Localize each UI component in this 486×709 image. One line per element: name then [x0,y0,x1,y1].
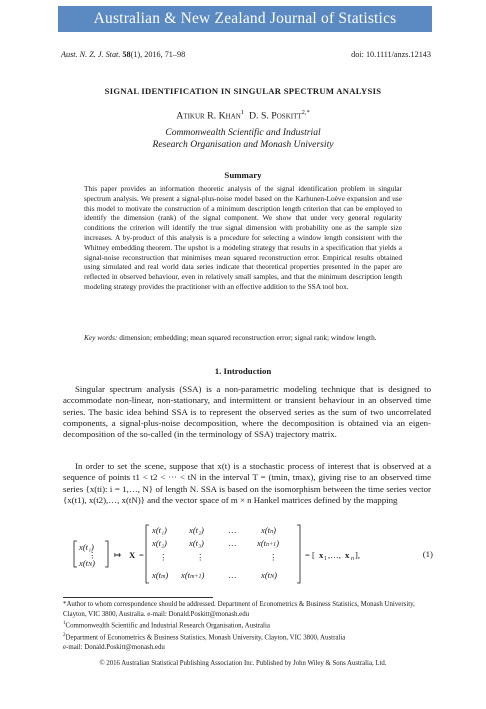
issue-pages: (1), 2016, 71–98 [130,50,186,59]
keywords [84,333,402,343]
svg-text:⋮: ⋮ [269,552,278,562]
svg-text:…: … [228,570,237,580]
journal-abbrev: Aust. N. Z. J. Stat. [61,50,121,59]
affiliation [0,127,486,151]
svg-text:x(tN): x(tN) [79,558,95,568]
summary-text: This paper provides an information theoretic analysis of the signal identification problem in singular spectrum analysis. We present a signal-plus-noise model based on the Karhunen-Loève expansion and use this model to motivate the construction of a minimum description length criterion that can be employed to identify the dimension (rank) of the signal component. We show that under very general regularity conditions the criterion will identify the true signal dimension with probability one as the sample size increases. A by-product of this analysis is a procedure for selecting a window length consistent with the Whitney embedding theorem. The upshot is a modeling strategy that results in a specification that yields a signal-noise reconstruction that minimises mean squared reconstruction error. Empirical results obtained using simulated and real world data series indicate that theoretical properties presented in the paper are reflected in observed behaviour, even in relatively small samples, and that the minimum description length modeling strategy provides the practitioner with an effective addition to the SSA tool box. [84,184,402,291]
footnote-correspondence: *Author to whom correspondence should be addressed. Department of Econometrics & Business Statistics, Monash University, Clayton, VIC 3800, Australia. e-mail: Donald.Poskitt@monash.edu [63,601,415,618]
svg-text:n: n [351,556,354,562]
volume: 58 [122,50,131,59]
svg-text:x(t₁): x(t₁) [152,525,167,535]
footnote-email: e-mail: Donald.Poskitt@monash.edu [63,643,165,651]
svg-text:],: ], [355,550,361,560]
svg-text:…: … [228,538,237,548]
copyright-notice: © 2016 Australian Statistical Publishing Association Inc. Published by John Wiley & Sons Australia, Ltd. [99,660,387,667]
svg-text:x(t₂): x(t₂) [152,538,167,548]
section-heading-introduction: 1. Introduction [214,366,272,376]
footnote-1-text: Commonwealth Scientific and Industrial Research Organisation, Australia [65,622,270,630]
author-poskitt: D. S. Poskitt [248,110,302,122]
svg-text:x(t₁): x(t₁) [79,542,94,552]
svg-text:x(t₃): x(t₃) [189,538,204,548]
svg-text:X: X [129,550,136,560]
svg-text:x(tm+1): x(tm+1) [181,570,205,580]
footnotes [63,600,435,653]
svg-text:x: x [345,550,350,560]
author-khan: Atikur R. Khan [176,110,241,122]
svg-text:,…,: ,…, [328,550,341,560]
svg-text:= [: = [ [305,550,315,560]
affiliation-line-2: Research Organisation and Monash University [152,139,334,150]
equation-text [78,525,360,580]
svg-text:x(tn+1): x(tn+1) [257,538,280,548]
footnote-1 [63,619,435,631]
svg-text:⋮: ⋮ [88,550,97,560]
hankel-mapping-equation [63,523,433,585]
footnote-rule [63,597,213,598]
footnote-2-text: Department of Econometrics & Business Statistics, Monash University, Clayton, VIC 3800, Australia [65,634,346,642]
svg-text:⋮: ⋮ [196,552,205,562]
equation-number: (1) [422,549,433,559]
svg-text:x(tm): x(tm) [152,570,169,580]
svg-text:1: 1 [324,556,327,562]
journal-title: Australian & New Zealand Journal of Statistics [93,10,397,27]
keywords-label: Key words: [84,333,118,342]
footnote-1-mark: 1 [63,621,66,627]
svg-text:x(tN): x(tN) [261,570,277,580]
svg-text:=: = [139,550,144,560]
footnote-2-mark: 2 [63,633,66,639]
intro-paragraph-2: In order to set the scene, suppose that x(t) is a stochastic process of interest that is observed at a sequence of points t1 < t2 < ··· < tN in the interval T = (tmin, tmax), giving rise to an observed time series {x(ti): i = 1,…, N} of length N. SSA is based on the isomorphism between the time series vector {x(t1), x(t2),…, x(tN)} and the vector space of m × n Hankel matrices defined by the mapping [63,461,431,505]
journal-banner [58,6,432,32]
svg-text:↦: ↦ [114,550,122,560]
author-line [0,109,486,121]
svg-text:x: x [319,550,324,560]
doi: doi: 10.1111/anzs.12143 [351,50,431,59]
article-title: SIGNAL IDENTIFICATION IN SINGULAR SPECTRUM ANALYSIS [104,86,382,96]
summary-heading: Summary [224,170,262,180]
keywords-list: dimension; embedding; mean squared reconstruction error; signal rank; window length. [119,333,377,342]
author-khan-mark: 1 [240,109,245,116]
svg-text:…: … [228,525,237,535]
footnote-2 [63,631,435,643]
svg-text:x(t₂): x(t₂) [189,525,204,535]
citation [61,50,185,59]
equation-graphic [63,523,403,585]
affiliation-line-1: Commonwealth Scientific and Industrial [165,127,321,138]
svg-text:⋮: ⋮ [159,552,168,562]
author-poskitt-mark: 2,* [301,109,310,116]
svg-text:x(tn): x(tn) [261,525,276,535]
intro-paragraph-1: Singular spectrum analysis (SSA) is a non-parametric modeling technique that is designed to accommodate non-linear, non-stationary, and intermittent or transient behaviour in an observed time series. The basic idea behind SSA is to represent the observed series as the sum of two uncorrelated components, a signal-plus-noise decomposition, where the decomposition is obtained via an eigen-decomposition of the so-called (in the terminology of SSA) trajectory matrix. [63,384,431,440]
